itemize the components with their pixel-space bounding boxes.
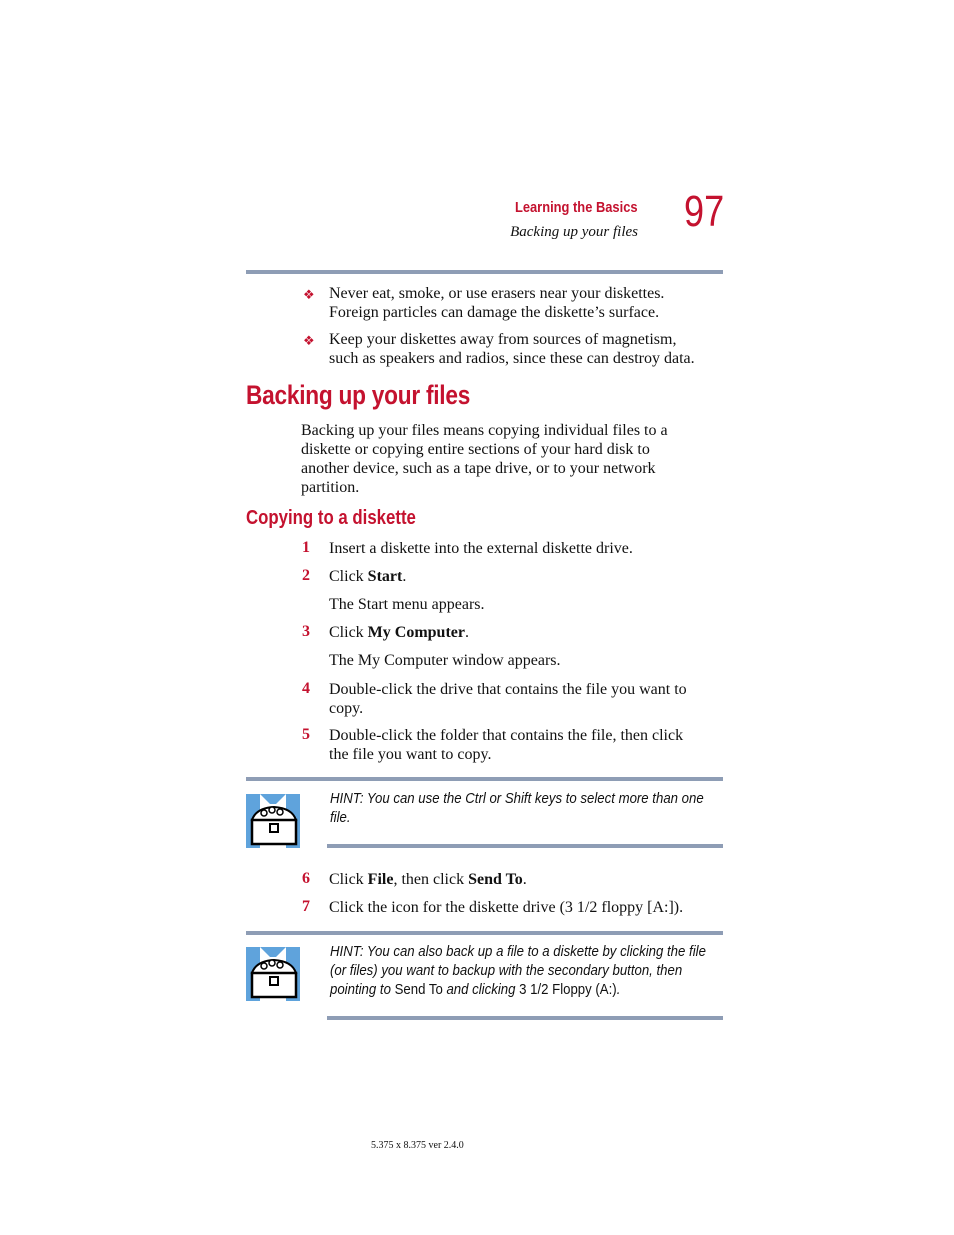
step-text: Click Start.: [329, 568, 407, 585]
step-text: Click File, then click Send To.: [329, 871, 527, 888]
intro-paragraph: Backing up your files means copying individual files to a diskette or copying entire sections of your hard disk to another device, such as a tape drive, or to your network partition.: [301, 422, 668, 496]
hint-text: HINT: You can also back up a file to a diskette by clicking the file (or files) you want to backup with the secondary button, then pointing to Send To and clicking 3 1/2 Floppy (A:).: [330, 943, 706, 998]
bullet-text: Keep your diskettes away from sources of magnetism, such as speakers and radios, since these can destroy data.: [329, 331, 695, 367]
subsection-heading: Copying to a diskette: [246, 507, 416, 529]
header-rule: [246, 270, 723, 274]
treasure-chest-icon: [246, 794, 302, 848]
hint-top-rule: [246, 777, 723, 781]
step-text: Click the icon for the diskette drive (3 1/2 floppy [A:]).: [329, 899, 684, 916]
section-heading: Backing up your files: [246, 380, 471, 410]
page-number: 97: [684, 187, 725, 236]
chapter-title: Learning the Basics: [515, 199, 638, 216]
step-number: 5: [302, 726, 310, 743]
step-number: 4: [302, 680, 310, 697]
hint-text: HINT: You can use the Ctrl or Shift keys to select more than one file.: [330, 790, 704, 826]
step-text: Double-click the folder that contains the file, then click the file you want to copy.: [329, 727, 684, 763]
step-text: Insert a diskette into the external diskette drive.: [329, 540, 633, 557]
bullet-icon: ❖: [303, 287, 315, 302]
step-text: Double-click the drive that contains the file you want to copy.: [329, 681, 687, 717]
step-number: 3: [302, 623, 310, 640]
step-number: 1: [302, 539, 310, 556]
bullet-icon: ❖: [303, 333, 315, 348]
treasure-chest-icon: [246, 947, 302, 1001]
step-result: The My Computer window appears.: [329, 652, 561, 669]
step-result: The Start menu appears.: [329, 596, 485, 613]
hint-bottom-rule: [327, 844, 723, 848]
hint-bottom-rule: [327, 1016, 723, 1020]
hint-top-rule: [246, 931, 723, 935]
bullet-text: Never eat, smoke, or use erasers near your diskettes. Foreign particles can damage the diskette’s surface.: [329, 285, 665, 321]
step-number: 2: [302, 567, 310, 584]
footer-version: 5.375 x 8.375 ver 2.4.0: [371, 1140, 464, 1151]
section-running-head: Backing up your files: [510, 224, 638, 240]
step-number: 7: [302, 898, 310, 915]
step-number: 6: [302, 870, 310, 887]
step-text: Click My Computer.: [329, 624, 469, 641]
